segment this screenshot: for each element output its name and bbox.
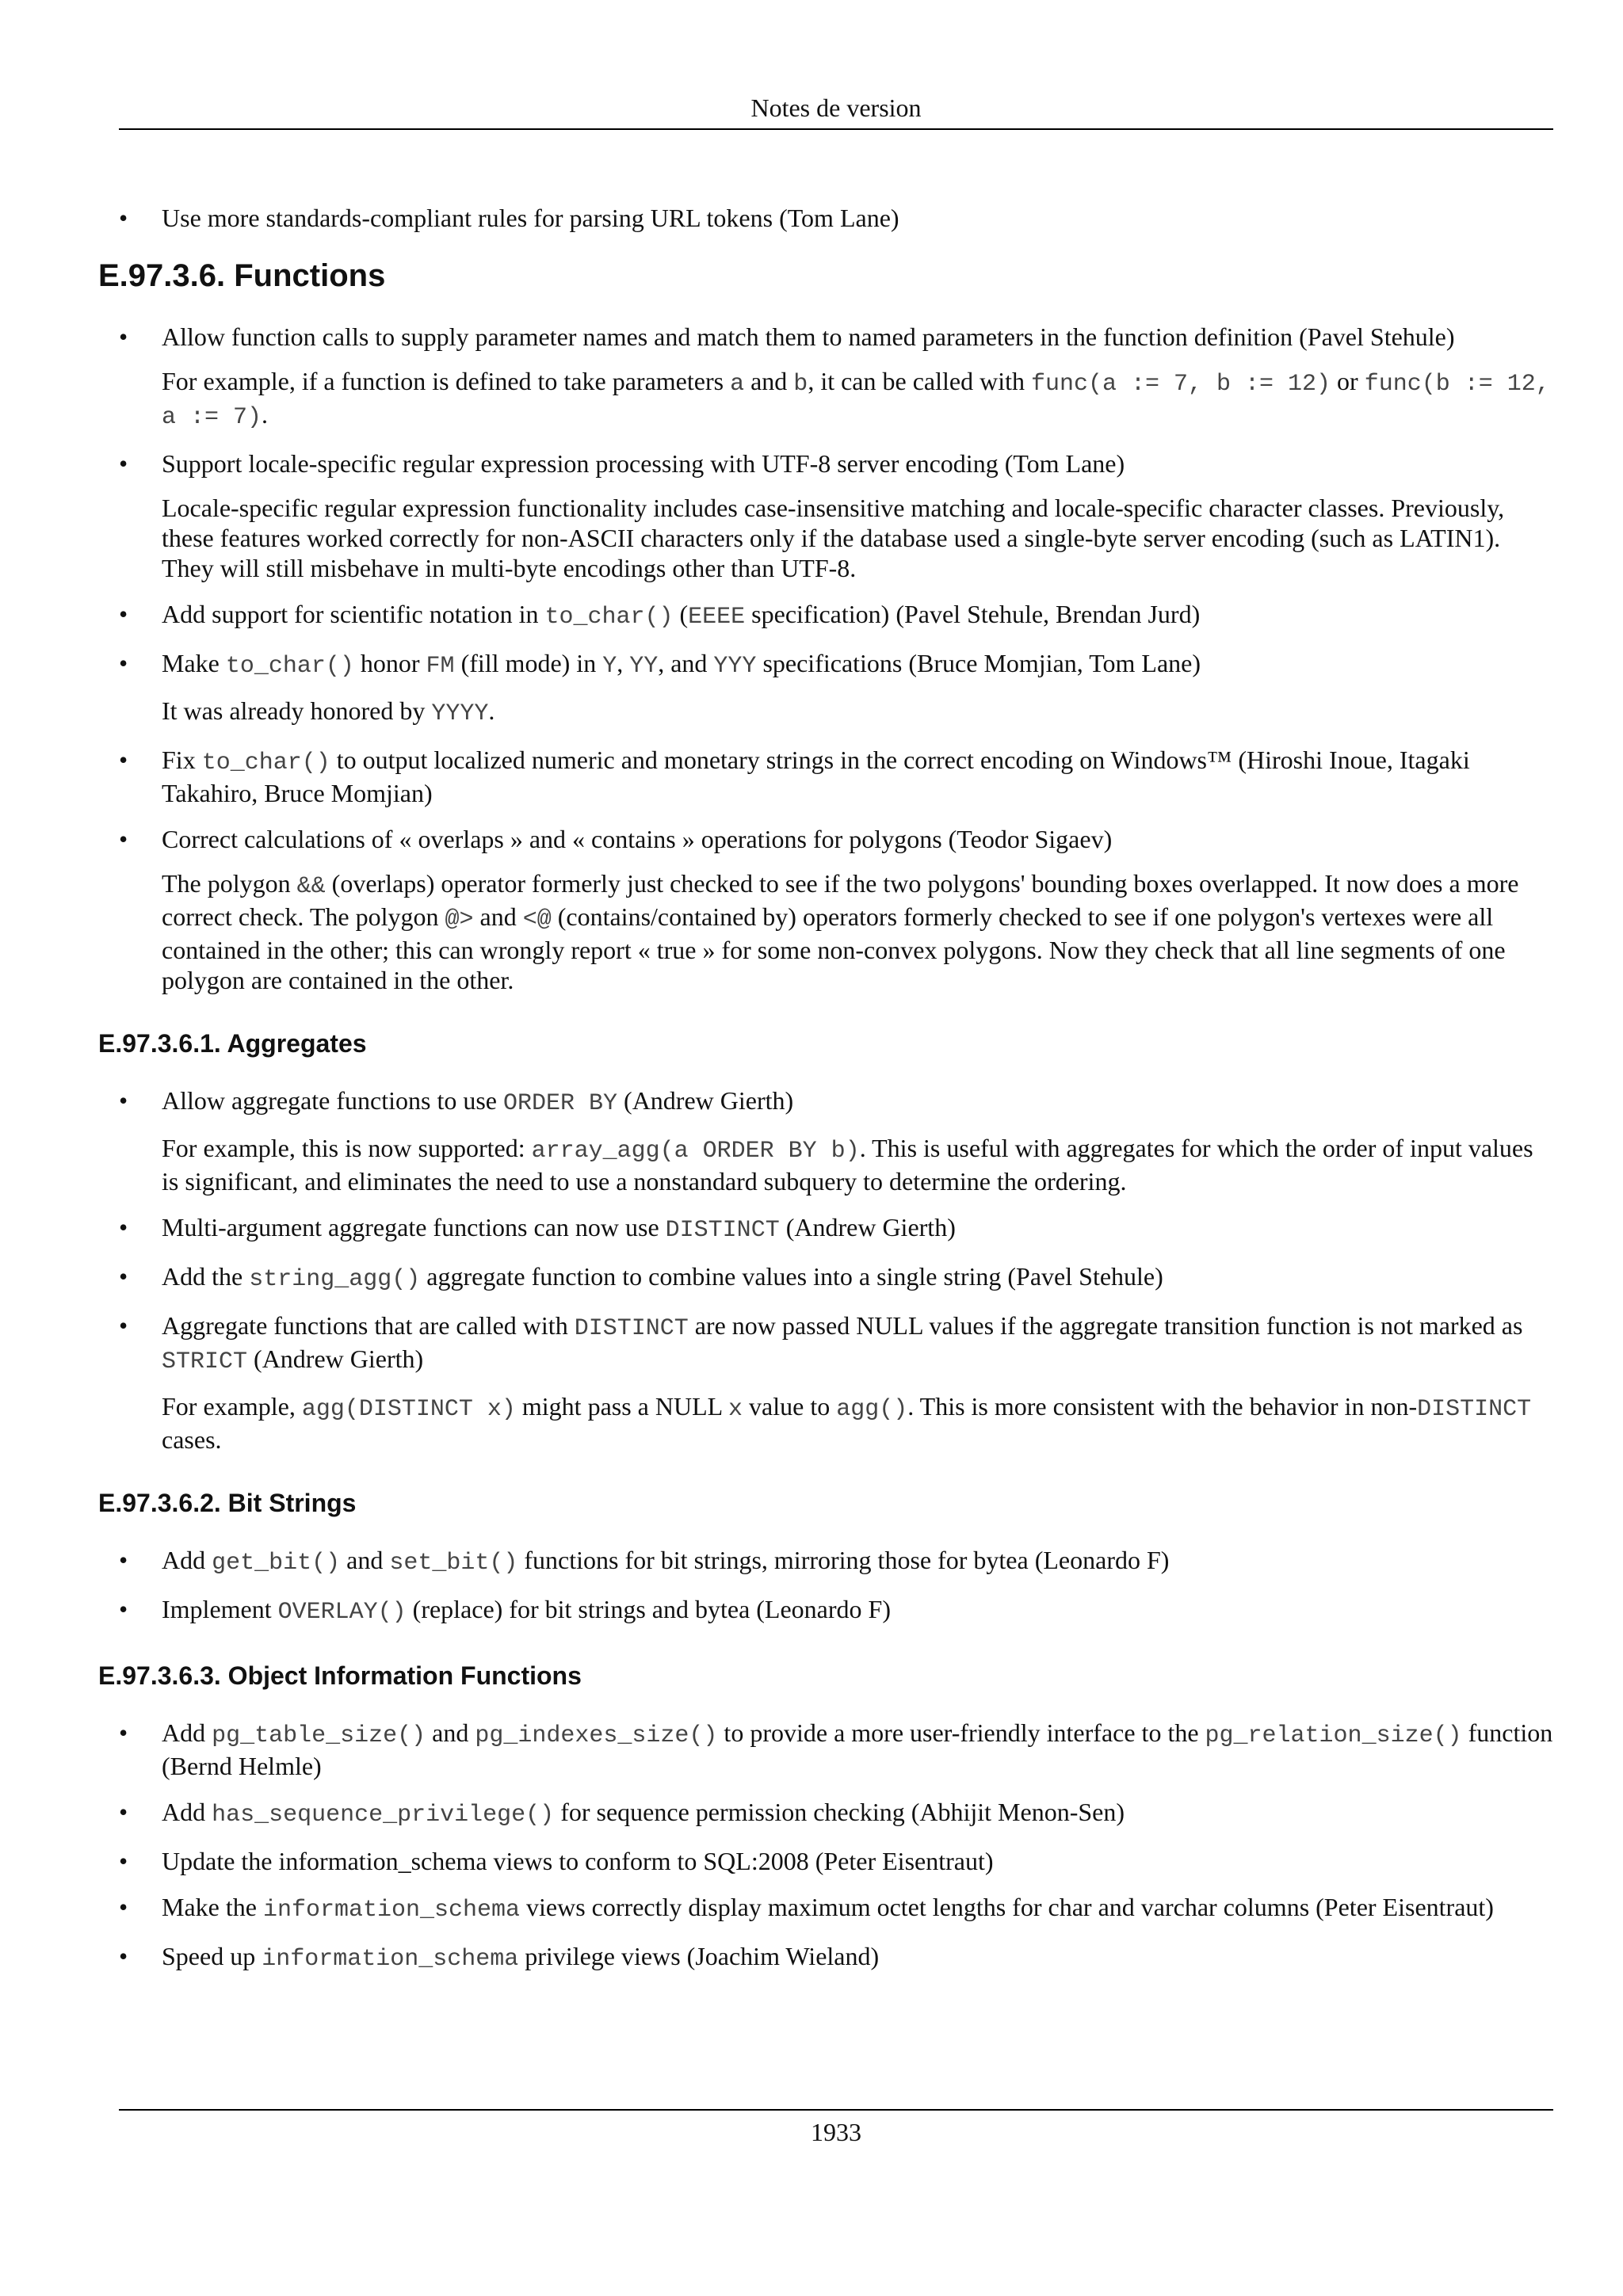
bullet-icon: • [119, 1311, 128, 1340]
bullet-icon: • [119, 1595, 128, 1623]
inline-code: func(a := 7, b := 12) [1030, 371, 1331, 398]
list-item [98, 1797, 1553, 1830]
item-detail: For example, agg(DISTINCT x) might pass a NULL x value to agg(). This is more consistent with the behavior in non-DISTINCT cases. [162, 1392, 1532, 1454]
inline-code: EEEE [688, 604, 746, 631]
bullet-icon: • [119, 1847, 128, 1875]
item-text: Use more standards-compliant rules for parsing URL tokens (Tom Lane) [162, 204, 899, 232]
bullet-icon: • [119, 1086, 128, 1115]
item-text: Add support for scientific notation in to_char() (EEEE specification) (Pavel Stehule, Brendan Jurd) [162, 600, 1201, 631]
inline-code: get_bit() [212, 1550, 341, 1577]
item-text: Add pg_table_size() and pg_indexes_size() to provide a more user-friendly interface to the pg_relation_size() function (Bernd Helmle) [162, 1718, 1553, 1780]
inline-code: YY [629, 653, 659, 680]
inline-code: FM [426, 653, 455, 680]
bullet-icon: • [119, 322, 128, 351]
header-rule [119, 128, 1553, 130]
inline-code: to_char() [225, 653, 354, 680]
list-item [98, 1545, 1553, 1578]
bullet-icon: • [119, 649, 128, 677]
list-item [98, 1261, 1553, 1295]
inline-code: && [296, 873, 326, 900]
list-item [98, 1941, 1553, 1974]
aggregates-list [98, 1085, 1553, 1455]
item-text: Implement OVERLAY() (replace) for bit strings and bytea (Leonardo F) [162, 1595, 891, 1626]
inline-code: <@ [522, 906, 552, 933]
bullet-icon: • [119, 449, 128, 478]
footer-rule [119, 2109, 1553, 2111]
list-item [98, 648, 1553, 729]
item-text: Correct calculations of « overlaps » and « contains » operations for polygons (Teodor Sigaev) [162, 825, 1113, 853]
item-text: Aggregate functions that are called with DISTINCT are now passed NULL values if the aggregate transition function is not marked as STRICT (Andrew Gierth) [162, 1311, 1523, 1375]
item-detail: It was already honored by YYYY. [162, 696, 495, 727]
bit-strings-list [98, 1545, 1553, 1627]
list-item [98, 1718, 1553, 1781]
item-detail: The polygon && (overlaps) operator formerly just checked to see if the two polygons' bounding boxes overlapped. It now does a more correct check. The polygon @> and <@ (contains/contained by) operators formerly checked to see if one polygon's vertexes were all contained in the other; this can wrongly report « true » for some non-convex polygons. Now they check that all line segments of one polygon are contained in the other. [162, 869, 1519, 994]
item-detail: Locale-specific regular expression functionality includes case-insensitive matching and locale-specific character classes. Previously, these features worked correctly for non-ASCII characters only if the database used a single-byte server encoding (such as LATIN1). They will still misbehave in multi-byte encodings other than UTF-8. [162, 494, 1505, 582]
bullet-icon: • [119, 204, 128, 232]
inline-code: string_agg() [249, 1266, 421, 1293]
list-item [98, 1892, 1553, 1925]
section-heading-functions: E.97.3.6. Functions [98, 258, 386, 293]
item-text: Speed up information_schema privilege views (Joachim Wieland) [162, 1942, 880, 1973]
inline-code: DISTINCT [665, 1217, 780, 1244]
inline-code: DISTINCT [1417, 1396, 1532, 1423]
inline-code: pg_table_size() [212, 1722, 426, 1749]
inline-code: agg(DISTINCT x) [301, 1396, 516, 1423]
inline-code: pg_indexes_size() [475, 1722, 718, 1749]
inline-code: set_bit() [389, 1550, 518, 1577]
list-item [98, 1085, 1553, 1196]
bullet-icon: • [119, 600, 128, 628]
bullet-icon: • [119, 1213, 128, 1241]
inline-code: DISTINCT [574, 1315, 689, 1342]
section-heading-object-info: E.97.3.6.3. Object Information Functions [98, 1661, 582, 1690]
inline-code: has_sequence_privilege() [212, 1802, 555, 1829]
list-item [98, 824, 1553, 995]
item-detail: For example, this is now supported: array_agg(a ORDER BY b). This is useful with aggregates for which the order of input values is significant, and eliminates the need to use a nonstandard subquery to determine the ordering. [162, 1134, 1533, 1196]
bullet-icon: • [119, 1798, 128, 1826]
item-detail: For example, if a function is defined to take parameters a and b, it can be called with func(a := 7, b := 12) or func(b := 12, a := 7). [162, 367, 1550, 431]
inline-code: information_schema [262, 1946, 519, 1973]
running-header: Notes de version [750, 93, 922, 122]
inline-code: to_char() [201, 749, 330, 776]
item-text: Allow aggregate functions to use ORDER BY (Andrew Gierth) [162, 1086, 794, 1117]
list-item [98, 1212, 1553, 1245]
inline-code: @> [445, 906, 474, 933]
item-text: Add the string_agg() aggregate function to combine values into a single string (Pavel Stehule) [162, 1262, 1163, 1293]
item-text: Add has_sequence_privilege() for sequence permission checking (Abhijit Menon-Sen) [162, 1798, 1125, 1829]
section-heading-aggregates: E.97.3.6.1. Aggregates [98, 1029, 367, 1058]
inline-code: x [728, 1396, 743, 1423]
item-text: Multi-argument aggregate functions can now use DISTINCT (Andrew Gierth) [162, 1213, 956, 1244]
item-text: Fix to_char() to output localized numeric and monetary strings in the correct encoding on Windows™ (Hiroshi Inoue, Itagaki Takahiro, Bruce Momjian) [162, 746, 1470, 807]
list-item [98, 1310, 1553, 1455]
list-item [98, 1846, 1553, 1876]
section-heading-bit-strings: E.97.3.6.2. Bit Strings [98, 1489, 357, 1517]
functions-list [98, 322, 1553, 995]
inline-code: YYYY [431, 700, 489, 727]
inline-code: OVERLAY() [277, 1599, 407, 1626]
list-item [98, 322, 1553, 433]
inline-code: ORDER BY [503, 1090, 618, 1117]
inline-code: Y [602, 653, 617, 680]
item-text: Make the information_schema views correctly display maximum octet lengths for char and varchar columns (Peter Eisentraut) [162, 1893, 1494, 1924]
inline-code: pg_relation_size() [1205, 1722, 1462, 1749]
inline-code: information_schema [262, 1897, 521, 1924]
top-list [98, 203, 1553, 233]
inline-code: func(b := 12, a := 7) [162, 371, 1550, 431]
inline-code: array_agg(a ORDER BY b) [531, 1138, 860, 1165]
bullet-icon: • [119, 1546, 128, 1574]
bullet-icon: • [119, 746, 128, 774]
bullet-icon: • [119, 825, 128, 853]
inline-code: YYY [713, 653, 757, 680]
list-item [98, 203, 1553, 233]
list-item [98, 599, 1553, 632]
inline-code: to_char() [544, 604, 674, 631]
page-body [98, 203, 1553, 1990]
item-text: Allow function calls to supply parameter names and match them to named parameters in the function definition (Pavel Stehule) [162, 322, 1455, 351]
inline-code: b [793, 371, 808, 398]
bullet-icon: • [119, 1262, 128, 1291]
list-item [98, 745, 1553, 808]
item-text: Support locale-specific regular expression processing with UTF-8 server encoding (Tom Lane) [162, 449, 1125, 478]
list-item [98, 1594, 1553, 1627]
page-number: 1933 [811, 2118, 861, 2146]
item-text: Make to_char() honor FM (fill mode) in Y, YY, and YYY specifications (Bruce Momjian, Tom Lane) [162, 649, 1201, 680]
inline-code: STRICT [162, 1348, 248, 1375]
inline-code: a [730, 371, 745, 398]
list-item [98, 448, 1553, 583]
bullet-icon: • [119, 1942, 128, 1970]
item-text: Update the information_schema views to conform to SQL:2008 (Peter Eisentraut) [162, 1847, 994, 1875]
inline-code: agg() [836, 1396, 908, 1423]
item-text: Add get_bit() and set_bit() functions for bit strings, mirroring those for bytea (Leonardo F) [162, 1546, 1170, 1577]
bullet-icon: • [119, 1893, 128, 1921]
object-info-list [98, 1718, 1553, 1974]
bullet-icon: • [119, 1718, 128, 1747]
